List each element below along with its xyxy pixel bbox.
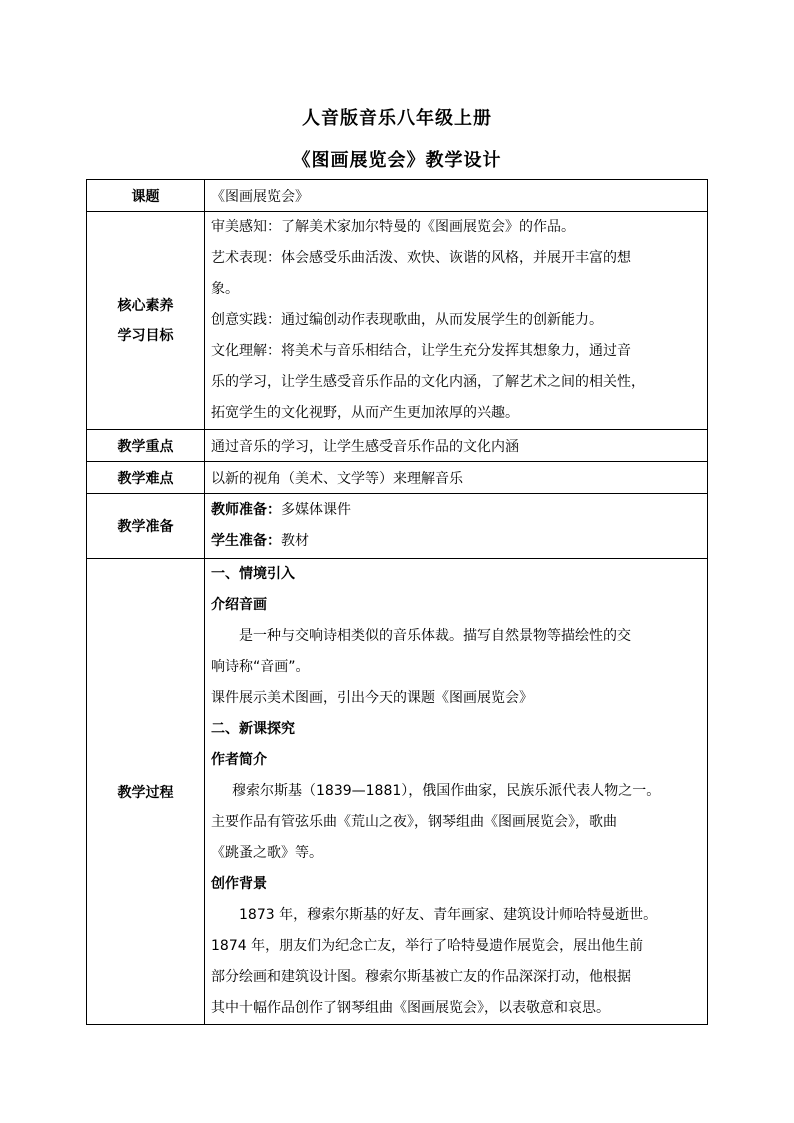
topic-value: 《图画展览会》	[205, 180, 708, 212]
goals-label	[87, 212, 205, 430]
student-prep-line	[211, 526, 701, 557]
goal-line: 拓宽学生的文化视野，从而产生更加浓厚的兴趣。	[211, 405, 519, 421]
table-row-key-point	[87, 430, 708, 462]
paragraph-line: 响诗称“音画”。	[211, 659, 310, 675]
lesson-plan-table	[86, 179, 708, 1025]
document-subtitle: 《图画展览会》教学设计	[292, 150, 502, 171]
student-prep-value: 教材	[281, 533, 309, 549]
process-label: 教学过程	[87, 559, 205, 1025]
table-row-preparation	[87, 494, 708, 559]
paragraph-line: 课件展示美术图画，引出今天的课题《图画展览会》	[211, 690, 533, 706]
table-row-difficulty	[87, 462, 708, 494]
paragraph-line: 1873 年，穆索尔斯基的好友、青年画家、建筑设计师哈特曼逝世。	[239, 907, 658, 923]
table-row-goals	[87, 212, 708, 430]
topic-label: 课题	[87, 180, 205, 212]
key-point-label: 教学重点	[87, 430, 205, 462]
paragraph-line: 部分绘画和建筑设计图。穆索尔斯基被亡友的作品深深打动，他根据	[211, 969, 631, 985]
section-heading: 二、新课探究	[211, 721, 295, 737]
preparation-label: 教学准备	[87, 494, 205, 559]
goal-line: 艺术表现：体会感受乐曲活泼、欢快、诙谐的风格，并展开丰富的想	[211, 250, 631, 266]
paragraph-line: 1874 年，朋友们为纪念亡友，举行了哈特曼遗作展览会，展出他生前	[211, 938, 644, 954]
sub-heading: 介绍音画	[211, 597, 267, 613]
difficulty-value: 以新的视角（美术、文学等）来理解音乐	[205, 462, 708, 494]
paragraph-line: 主要作品有管弦乐曲《荒山之夜》，钢琴组曲《图画展览会》，歌曲	[211, 814, 617, 830]
difficulty-label: 教学难点	[87, 462, 205, 494]
goals-label-line1: 核心素养	[117, 297, 174, 314]
process-content	[205, 559, 708, 1025]
sub-heading: 作者简介	[211, 752, 267, 768]
teacher-prep-value: 多媒体课件	[281, 502, 351, 518]
paragraph-line: 其中十幅作品创作了钢琴组曲《图画展览会》，以表敬意和哀思。	[211, 1000, 610, 1016]
goal-line: 乐的学习，让学生感受音乐作品的文化内涵，了解艺术之间的相关性，	[211, 374, 645, 390]
student-prep-label: 学生准备：	[211, 533, 281, 549]
sub-heading: 创作背景	[211, 876, 267, 892]
table-row-topic	[87, 180, 708, 212]
key-point-value: 通过音乐的学习，让学生感受音乐作品的文化内涵	[205, 430, 708, 462]
document-title: 人音版音乐八年级上册	[302, 108, 492, 129]
goal-line: 文化理解：将美术与音乐相结合，让学生充分发挥其想象力，通过音	[211, 343, 631, 359]
preparation-content	[205, 494, 708, 559]
goal-line: 象。	[211, 281, 239, 297]
goals-content	[205, 212, 708, 430]
goal-line: 审美感知：了解美术家加尔特曼的《图画展览会》的作品。	[211, 219, 575, 235]
paragraph-line: 是一种与交响诗相类似的音乐体裁。描写自然景物等描绘性的交	[239, 628, 631, 644]
teacher-prep-label: 教师准备：	[211, 502, 281, 518]
table-row-process	[87, 559, 708, 1025]
goals-label-line2: 学习目标	[117, 327, 174, 344]
goal-line: 创意实践：通过编创动作表现歌曲，从而发展学生的创新能力。	[211, 312, 603, 328]
paragraph-line: 穆索尔斯基（1839—1881），俄国作曲家，民族乐派代表人物之一。	[232, 783, 661, 799]
paragraph-line: 《跳蚤之歌》等。	[211, 845, 323, 861]
section-heading: 一、情境引入	[211, 566, 295, 582]
teacher-prep-line	[211, 495, 701, 526]
